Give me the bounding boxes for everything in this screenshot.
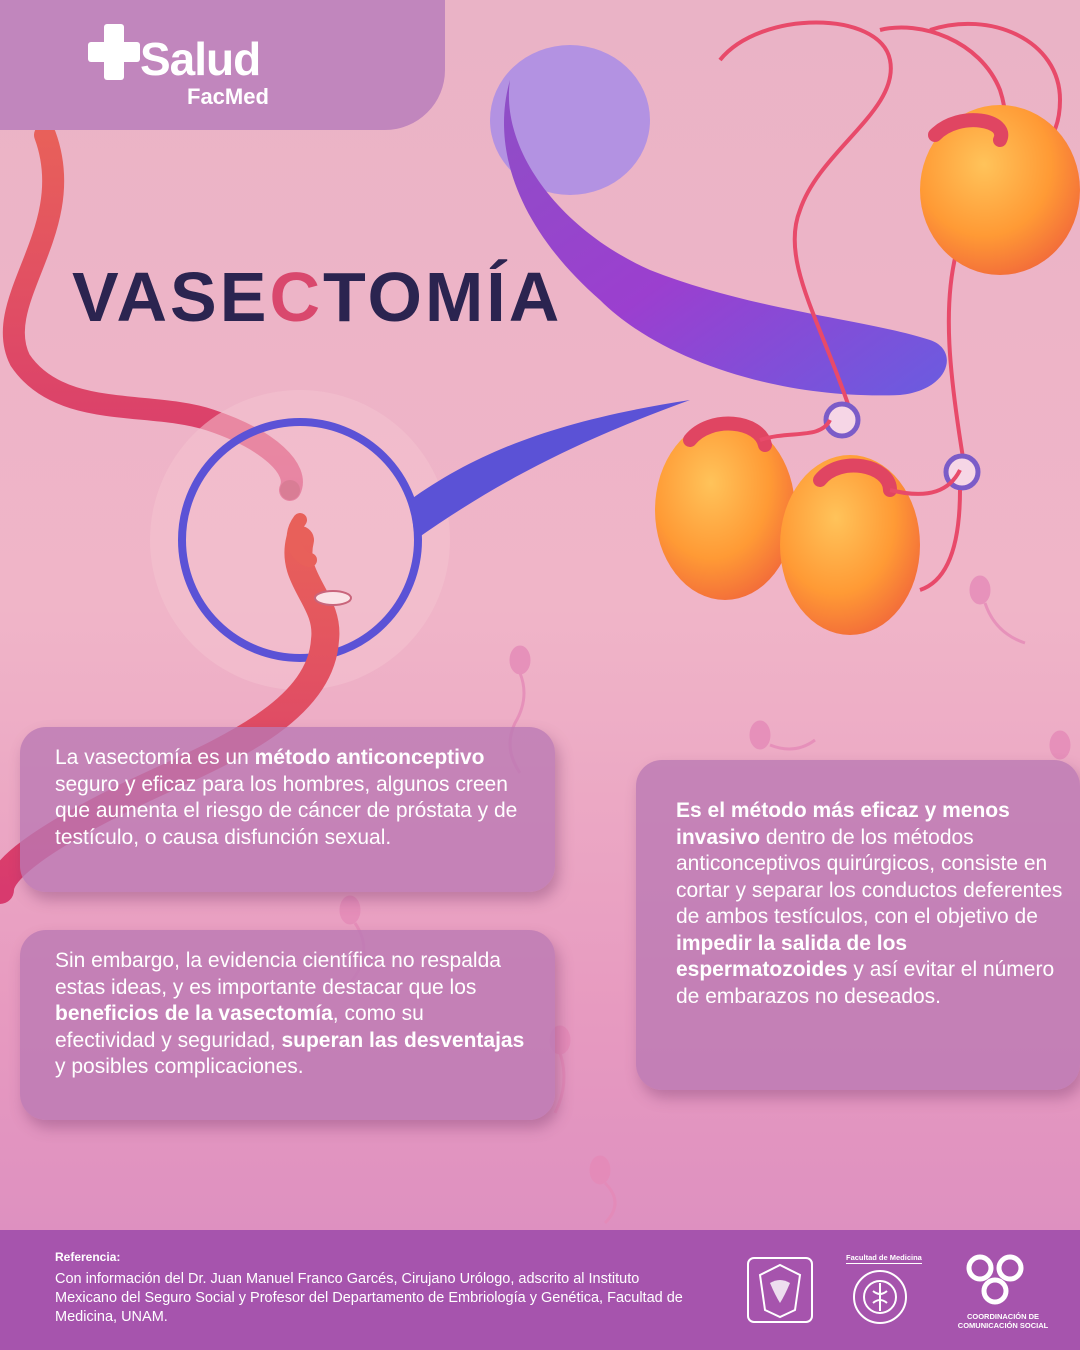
info-card-evidence-text: [55, 948, 525, 1081]
communication-logo-icon: [965, 1253, 1025, 1308]
info-card-method-text: [676, 798, 1071, 1010]
reference-text: Con información del Dr. Juan Manuel Franco Garcés, Cirujano Urólogo, adscrito al Instituto Mexicano del Seguro Social y Profesor del Departamento de Embriología y Genética, Facultad de Medicina, UNAM.: [55, 1271, 683, 1325]
plus-cross-icon: [88, 24, 140, 80]
info-card-intro: [20, 727, 555, 892]
communication-label: COORDINACIÓN DE COMUNICACIÓN SOCIAL: [957, 1312, 1049, 1330]
text-segment: La vasectomía es un: [55, 746, 255, 769]
text-segment: Sin embargo, la evidencia científica no respalda estas ideas, y es importante destacar que los: [55, 949, 501, 999]
text-segment: , como su efectividad y seguridad,: [55, 1002, 424, 1052]
title-part-1: VASE: [72, 258, 270, 336]
logo-panel: [0, 0, 445, 130]
logo-main-text: Salud: [140, 33, 261, 85]
text-segment: dentro de los métodos anticonceptivos quirúrgicos, consiste en cortar y separar los conductos deferentes de ambos testículos, con el objetivo de: [676, 825, 1063, 928]
bold-text-segment: impedir la salida de los espermatozoides: [676, 931, 908, 981]
title-highlight-letter: C: [269, 258, 323, 336]
faculty-label: Facultad de Medicina: [846, 1253, 922, 1262]
text-segment: seguro y eficaz para los hombres, algunos creen que aumenta el riesgo de cáncer de próstata y de testículo, o causa disfunción sexual.: [55, 772, 518, 849]
bold-text-segment: beneficios de la vasectomía: [55, 1002, 333, 1025]
logo-sub-text: FacMed: [187, 84, 269, 109]
text-segment: y así evitar el número de embarazos no deseados.: [676, 958, 1055, 1008]
info-card-intro-text: [55, 745, 525, 851]
page-title: [72, 258, 563, 336]
facmed-seal-icon: [845, 1265, 915, 1330]
info-card-evidence: [20, 930, 555, 1120]
reference-label: Referencia:: [55, 1250, 121, 1264]
bold-text-segment: superan las desventajas: [281, 1028, 525, 1052]
unam-seal-icon: [745, 1255, 815, 1325]
bold-text-segment: Es el método más eficaz y menos invasivo: [676, 799, 1010, 849]
info-card-method: [636, 760, 1080, 1090]
text-segment: y posibles complicaciones.: [55, 1055, 304, 1078]
bold-text-segment: método anticonceptivo: [254, 746, 485, 769]
title-part-2: TOMÍA: [323, 258, 563, 336]
